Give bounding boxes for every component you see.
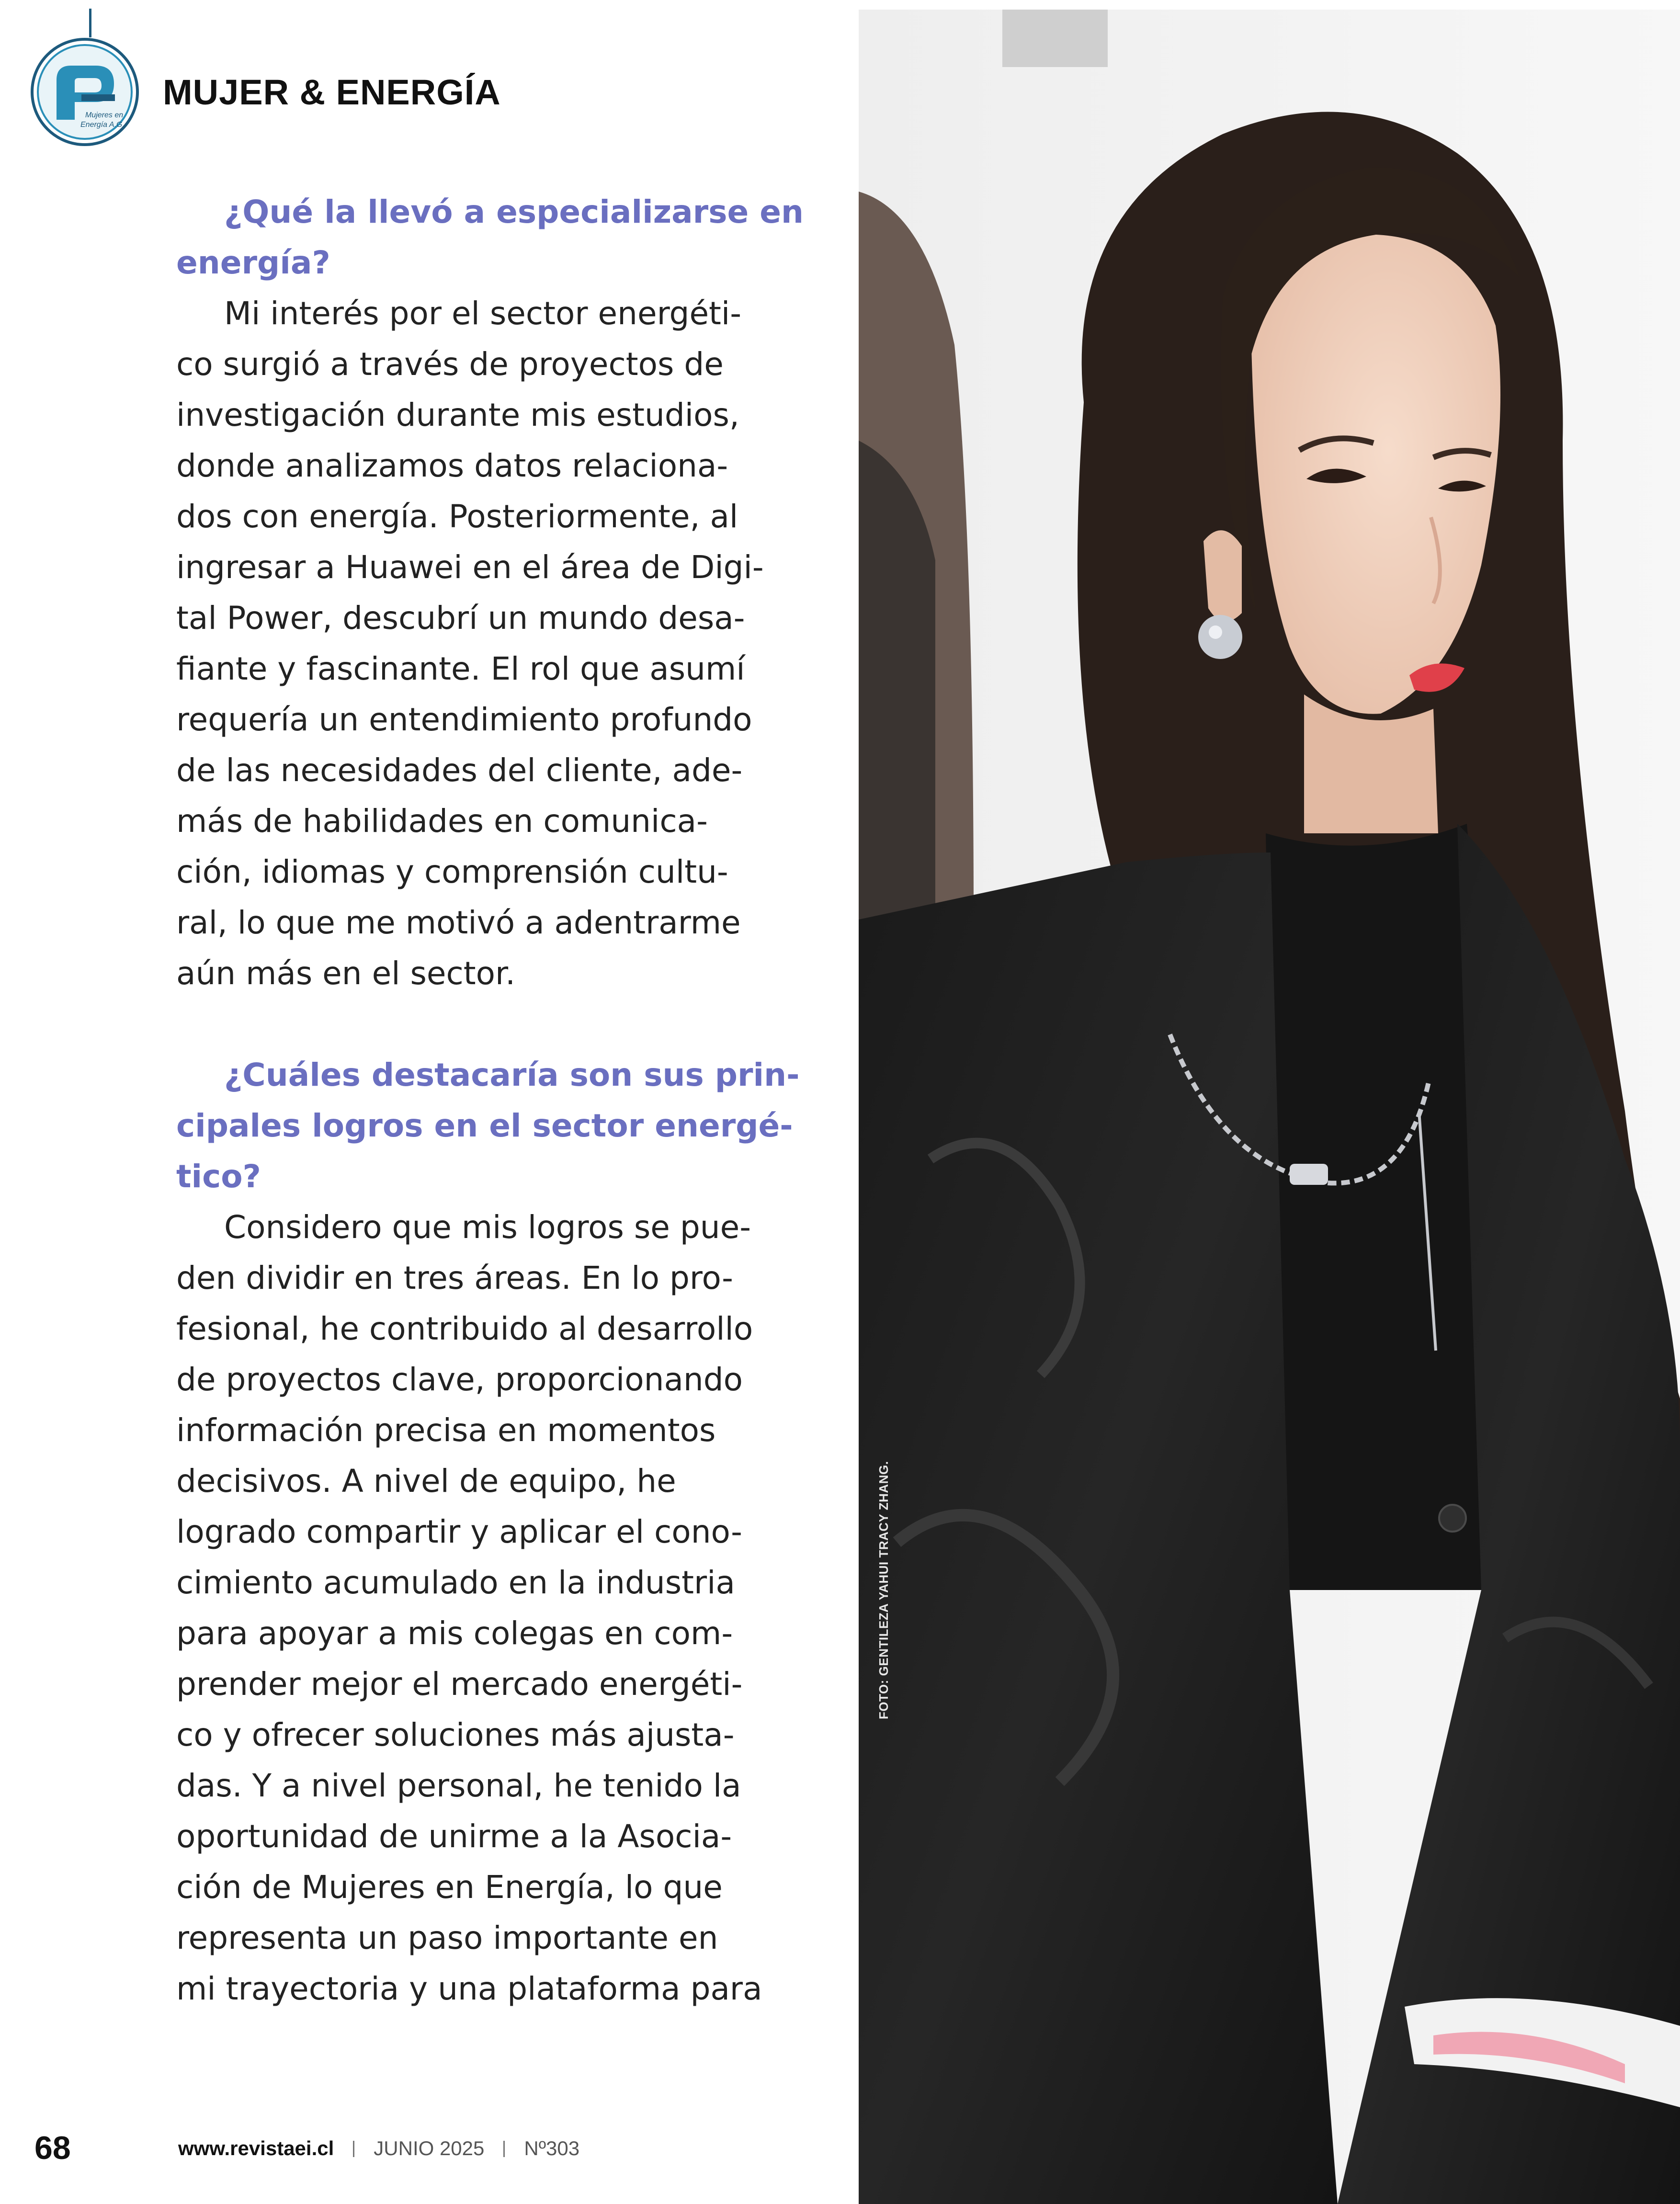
paragraph-gap: [176, 999, 795, 1050]
article-column: [176, 187, 804, 2014]
answer-line: ción, idiomas y comprensión cultu-: [176, 853, 728, 890]
answer-line: ral, lo que me motivó a adentrarme: [176, 904, 741, 941]
answer-line: información precisa en momentos: [176, 1412, 716, 1449]
answer-line: logrado compartir y aplicar el cono-: [176, 1513, 742, 1550]
answer-line: prender mejor el mercado energéti-: [176, 1666, 743, 1703]
answer-line: de las necesidades del cliente, ade-: [176, 752, 743, 789]
answer-line: ción de Mujeres en Energía, lo que: [176, 1869, 723, 1906]
answer-line: co surgió a través de proyectos de: [176, 346, 724, 383]
answer-line: requería un entendimiento profundo: [176, 701, 752, 738]
answer-line: donde analizamos datos relaciona-: [176, 447, 728, 484]
answer-2: [176, 1202, 795, 2014]
section-title: MUJER & ENERGÍA: [163, 72, 501, 112]
question-2: [176, 1050, 800, 1202]
answer-line: mi trayectoria y una plataforma para: [176, 1970, 762, 2007]
answer-line: aún más en el sector.: [176, 955, 516, 992]
answer-line: más de habilidades en comunica-: [176, 803, 708, 840]
portrait-photo: [859, 10, 1680, 2204]
answer-line: dos con energía. Posteriormente, al: [176, 498, 738, 535]
answer-line: cimiento acumulado en la industria: [176, 1564, 735, 1601]
question-line: cipales logros en el sector energé-: [176, 1107, 793, 1144]
photo-credit: FOTO: GENTILEZA YAHUI TRACY ZHANG.: [876, 1461, 891, 1719]
answer-line: den dividir en tres áreas. En lo pro-: [176, 1260, 733, 1296]
answer-1: [176, 288, 795, 999]
question-line: ¿Qué la llevó a especializarse en: [224, 193, 804, 230]
question-1: [176, 187, 804, 288]
answer-line: investigación durante mis estudios,: [176, 397, 739, 433]
answer-line: Mi interés por el sector energéti-: [224, 295, 742, 332]
footer-meta: [178, 2137, 579, 2160]
footer-separator: [503, 2141, 505, 2157]
answer-line: das. Y a nivel personal, he tenido la: [176, 1767, 741, 1804]
mujeres-en-energia-logo: [29, 36, 141, 148]
answer-line: fiante y fascinante. El rol que asumí: [176, 650, 745, 687]
footer-separator: [353, 2141, 354, 2157]
logo-text-line1: Mujeres en: [85, 111, 124, 119]
question-line: energía?: [176, 244, 330, 281]
answer-line: oportunidad de unirme a la Asocia-: [176, 1818, 732, 1855]
answer-line: fesional, he contribuido al desarrollo: [176, 1310, 753, 1347]
answer-line: de proyectos clave, proporcionando: [176, 1361, 743, 1398]
answer-line: co y ofrecer soluciones más ajusta-: [176, 1716, 735, 1753]
answer-line: representa un paso importante en: [176, 1920, 718, 1956]
answer-line: decisivos. A nivel de equipo, he: [176, 1463, 676, 1500]
answer-line: para apoyar a mis colegas en com-: [176, 1615, 733, 1652]
footer-url[interactable]: www.revistaei.cl: [178, 2137, 334, 2159]
question-line: ¿Cuáles destacaría son sus prin-: [224, 1057, 800, 1093]
page-number: 68: [34, 2130, 71, 2166]
answer-line: ingresar a Huawei en el área de Digi-: [176, 549, 764, 586]
answer-line: tal Power, descubrí un mundo desa-: [176, 600, 745, 636]
header-rule: [89, 9, 91, 37]
question-line: tico?: [176, 1158, 261, 1195]
footer-issue: Nº303: [524, 2137, 580, 2159]
logo-text-line2: Energía A.G.: [80, 121, 125, 129]
footer-date: JUNIO 2025: [374, 2137, 485, 2159]
answer-line: Considero que mis logros se pue-: [224, 1209, 751, 1246]
